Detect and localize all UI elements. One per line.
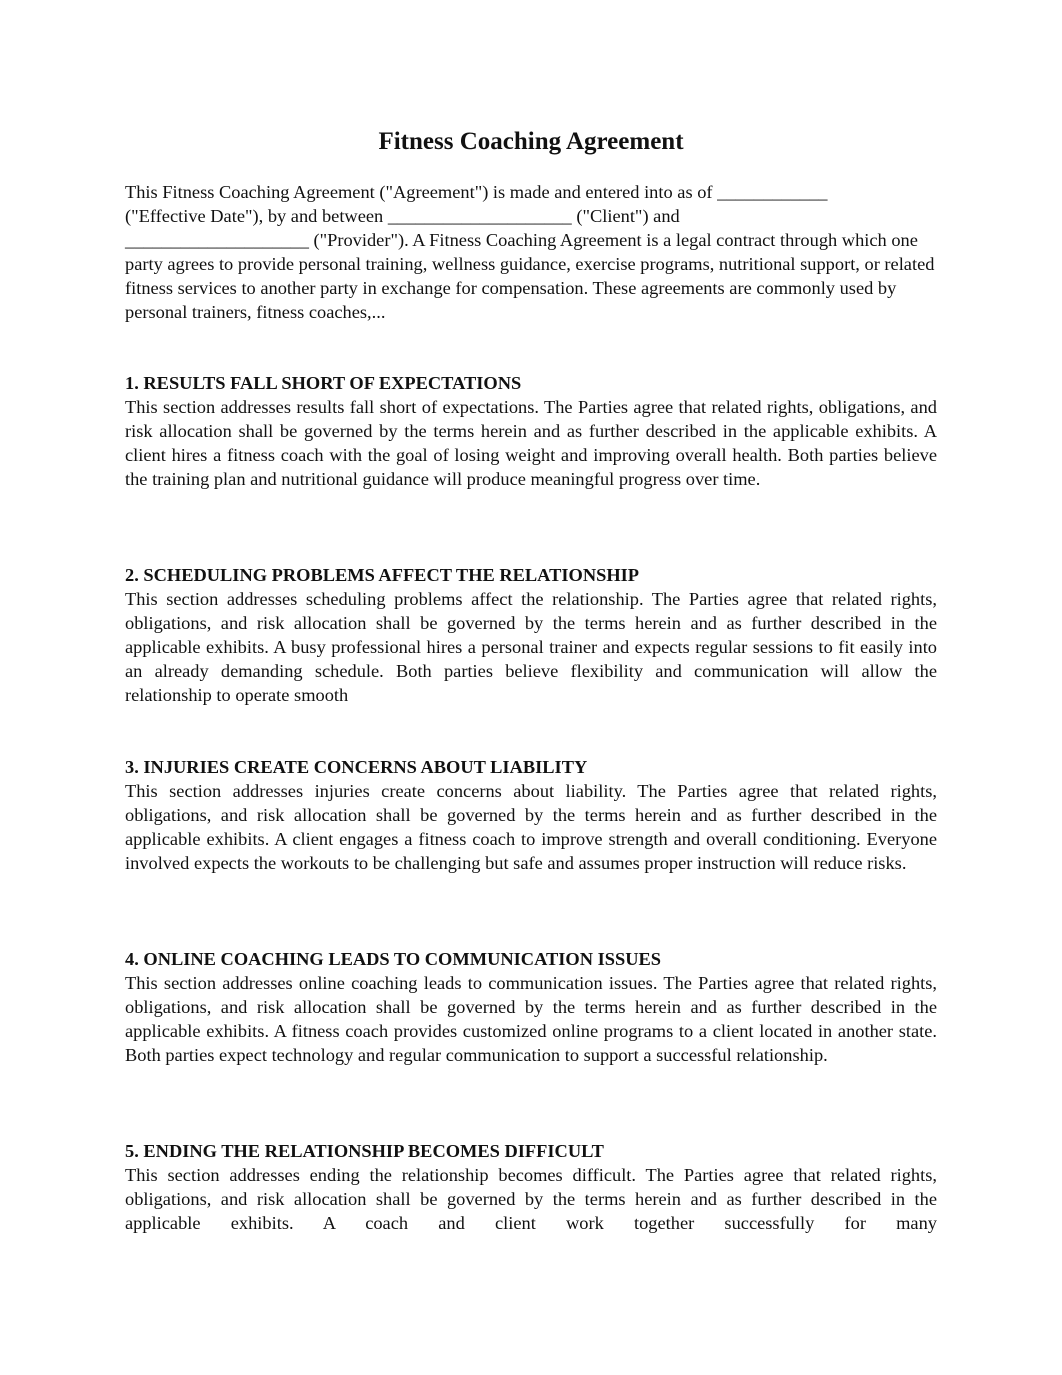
section-heading: 4. ONLINE COACHING LEADS TO COMMUNICATION ISSUES — [125, 949, 661, 969]
effective-date-blank: ____________ — [717, 182, 828, 202]
section-body: This section addresses online coaching leads to communication issues. The Parties agree that related rights, obligations, and risk allocation shall be governed by the terms herein and as further described in the applicable exhibits. A fitness coach provides customized online programs to a client located in another state. Both parties expect technology and regular communication to support a successful relationship. — [125, 973, 937, 1065]
section-body: This section addresses injuries create concerns about liability. The Parties agree that related rights, obligations, and risk allocation shall be governed by the terms herein and as further described in the applicable exhibits. A client engages a fitness coach to improve strength and overall conditioning. Everyone involved expects the workouts to be challenging but safe and assumes proper instruction will reduce risks. — [125, 781, 937, 873]
document-title: Fitness Coaching Agreement — [378, 128, 684, 155]
intro-text-3: ("Client") and — [571, 206, 680, 226]
section-heading: 1. RESULTS FALL SHORT OF EXPECTATIONS — [125, 373, 522, 393]
section-heading: 5. ENDING THE RELATIONSHIP BECOMES DIFFICULT — [125, 1141, 604, 1161]
section-body: This section addresses scheduling problems affect the relationship. The Parties agree that related rights, obligations, and risk allocation shall be governed by the terms herein and as further described in the applicable exhibits. A busy professional hires a personal trainer and expects regular sessions to fit easily into an already demanding schedule. Both parties believe flexibility and communication will allow the relationship to operate smooth — [125, 589, 937, 705]
intro-text-4: ("Provider"). A Fitness Coaching Agreement is a legal contract through which one party agrees to provide personal training, wellness guidance, exercise programs, nutritional support, or related fitness services to another party in exchange for compensation. These agreements are commonly used by personal trainers, fitness coaches,... — [125, 230, 935, 322]
section-5 — [125, 1139, 937, 1235]
intro-paragraph — [125, 180, 937, 324]
section-heading: 2. SCHEDULING PROBLEMS AFFECT THE RELATIONSHIP — [125, 565, 640, 585]
section-heading: 3. INJURIES CREATE CONCERNS ABOUT LIABILITY — [125, 757, 588, 777]
client-name-blank: ____________________ — [387, 206, 572, 226]
section-2 — [125, 563, 937, 707]
section-body: This section addresses results fall short of expectations. The Parties agree that related rights, obligations, and risk allocation shall be governed by the terms herein and as further described in the applicable exhibits. A client hires a fitness coach with the goal of losing weight and improving overall health. Both parties believe the training plan and nutritional guidance will produce meaningful progress over time. — [125, 397, 937, 489]
section-body: This section addresses ending the relationship becomes difficult. The Parties agree that related rights, obligations, and risk allocation shall be governed by the terms herein and as further described in the applicable exhibits. A coach and client work together successfully for many — [125, 1165, 937, 1233]
provider-name-blank: ____________________ — [125, 230, 309, 250]
section-3 — [125, 755, 937, 875]
section-1 — [125, 371, 937, 491]
section-4 — [125, 947, 937, 1067]
intro-text-2: ("Effective Date"), by and between — [125, 206, 388, 226]
intro-text-1: This Fitness Coaching Agreement ("Agreement") is made and entered into as of — [125, 182, 718, 202]
